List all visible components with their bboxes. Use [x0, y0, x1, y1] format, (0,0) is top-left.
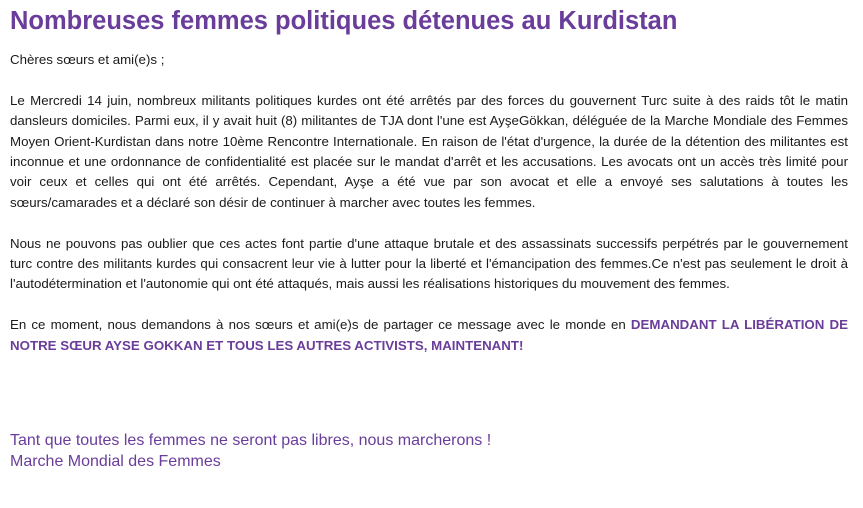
call-intro: En ce moment, nous demandons à nos sœurs et ami(e)s de partager ce message avec le monde en — [10, 317, 631, 333]
salutation: Chères sœurs et ami(e)s ; — [10, 52, 165, 67]
letter-body — [10, 50, 848, 356]
paragraph-arrests: Le Mercredi 14 juin, nombreux militants politiques kurdes ont été arrêtés par des forces du gouvernent Turc suite à des raids tôt le matin dansleurs domiciles. Parmi eux, il y avait huit (8) militantes de TJA dont l'une est AyşeGökkan, déléguée de la Marche Mondiale des Femmes Moyen Orient-Kurdistan dans notre 10ème Rencontre Internationale. En raison de l'état d'urgence, la durée de la détention des militantes est inconnue et une ordonnance de confidentialité est placée sur le mandat d'arrêt et les accusations. Les avocats ont un accès très limité pour voir ceux et celles qui ont été arrêtés. Cependant, Ayşe a été vue par son avocat et elle a envoyé ses salutations à toutes les sœurs/camarades et a déclaré son désir de continuer à marcher avec toutes les femmes. — [10, 92, 848, 210]
closing-block — [10, 430, 850, 472]
paragraph-context: Nous ne pouvons pas oublier que ces actes font partie d'une attaque brutale et des assassinats successifs perpétrés par le gouvernement turc contre des militants kurdes qui consacrent leur vie à lutter pour la liberté et l'émancipation des femmes.Ce n'est pas seulement le droit à l'autodétermination et l'autonomie qui ont été attaqués, mais aussi les réalisations historiques du mouvement des femmes. — [10, 235, 848, 292]
page-title: Nombreuses femmes politiques détenues au Kurdistan — [10, 7, 678, 35]
closing-signature: Marche Mondial des Femmes — [10, 453, 221, 470]
closing-slogan: Tant que toutes les femmes ne seront pas libres, nous marcherons ! — [10, 432, 492, 449]
paragraph-call-to-action — [10, 315, 848, 356]
call-emphasis: DEMANDANT LA LIBÉRATION DE NOTRE SŒUR AYSE GOKKAN ET TOUS LES AUTRES ACTIVISTS, MAINTENANT! — [10, 317, 848, 353]
